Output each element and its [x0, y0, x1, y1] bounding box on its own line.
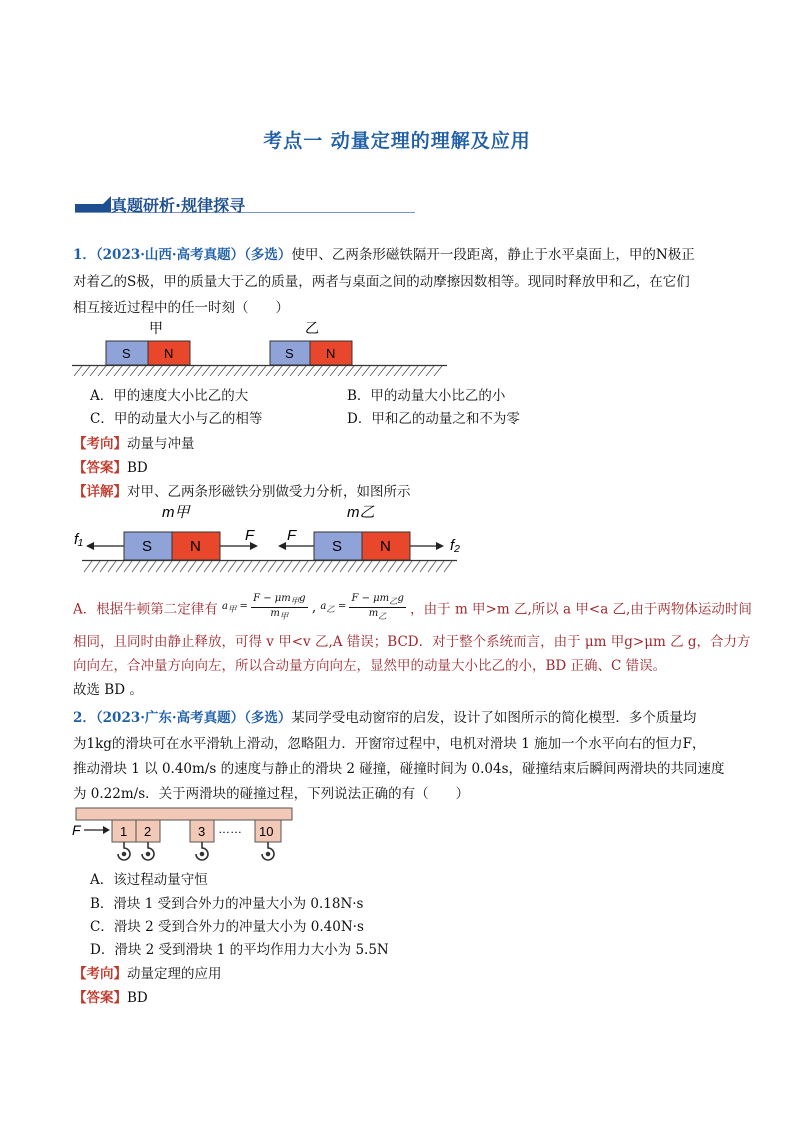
block-dots: ……	[218, 822, 242, 836]
q1-magnet-figure	[72, 318, 452, 380]
q2-option-d: D．滑块 2 受到滑块 1 的平均作用力大小为 5.5N	[90, 942, 389, 958]
answer-text: BD	[127, 460, 148, 476]
fig2-pole-s-1: S	[142, 538, 153, 555]
q2-kaoxiang-text: 动量定理的应用	[127, 966, 222, 982]
answer-tag: 【答案】	[73, 460, 127, 476]
q1-source: （2023·山西·高考真题）	[95, 247, 245, 263]
q2-option-c: C．滑块 2 受到合外力的冲量大小为 0.40N·s	[90, 919, 364, 935]
pole-n-2: N	[326, 346, 336, 361]
rail	[76, 808, 292, 820]
q1-text-2: 对着乙的S极，甲的质量大于乙的质量，两者与桌面之间的动摩擦因数相等。现同时释放甲和乙，在它们	[73, 274, 690, 290]
q2-line1	[73, 706, 723, 730]
q2-text-2: 为1kg的滑块可在水平滑轨上滑动，忽略阻力．开窗帘过程中，电机对滑块 1 施加一个水平向右的恒力F，	[73, 736, 706, 752]
q1-option-b: B．甲的动量大小比乙的小	[347, 388, 506, 404]
q2-option-a: A．该过程动量守恒	[90, 872, 208, 888]
kaoxiang-text: 动量与冲量	[127, 436, 195, 452]
fig2-F-left: F	[287, 527, 297, 544]
q1-answer	[73, 456, 723, 480]
q1-line1	[73, 243, 723, 267]
fig2-hatch	[84, 561, 452, 572]
q2-text-3: 推动滑块 1 以 0.40m/s 的速度与静止的滑块 2 碰撞，碰撞时间为 0.04s，碰撞结束后瞬间两滑块的共同速度	[73, 761, 725, 777]
explanation-line4: 故选 BD 。	[73, 682, 143, 698]
q2-answer-text: BD	[127, 990, 148, 1006]
q1-detail	[73, 480, 723, 504]
q2-number: 2．	[73, 710, 96, 726]
page-title: 考点一 动量定理的理解及应用	[263, 130, 531, 152]
block-2-label: 2	[144, 824, 152, 839]
hooks	[118, 842, 274, 860]
q1-kaoxiang	[73, 432, 723, 456]
table-hatch	[74, 366, 442, 376]
kaoxiang-tag: 【考向】	[73, 436, 127, 452]
q2-source: （2023·广东·高考真题）	[95, 710, 245, 726]
formula-a-jia: $a_甲$ = $F - \mu m_甲g$ $m_甲$	[222, 593, 306, 621]
fig-label-yi: 乙	[305, 320, 319, 336]
fig-label-jia: 甲	[149, 320, 163, 336]
q1-number: 1．	[73, 247, 96, 263]
q2-kaoxiang-tag: 【考向】	[73, 966, 127, 982]
detail-text: 对甲、乙两条形磁铁分别做受力分析，如图所示	[127, 484, 411, 500]
q2-curtain-figure	[72, 806, 297, 866]
q1-force-figure	[72, 502, 467, 580]
block-1-label: 1	[120, 824, 128, 839]
pole-n-1: N	[164, 346, 174, 361]
q2-option-b: B．滑块 1 受到合外力的冲量大小为 0.18N·s	[90, 896, 364, 912]
q1-text-1: 使甲、乙两条形磁铁隔开一段距离，静止于水平桌面上，甲的N极正	[291, 247, 695, 263]
fig2-F-right: F	[245, 527, 255, 544]
section-title: 真题研析·规律探寻	[111, 196, 246, 215]
explanation-line3: 向向左，合冲量方向向左，所以合动量方向向左，显然甲的动量大小比乙的小，BD 正确、C 错误。	[73, 658, 667, 674]
exp-line1-a: A．根据牛顿第二定律有	[73, 601, 218, 618]
explanation-line1: A．根据牛顿第二定律有 $a_甲$ = $F - \mu m_甲g$ $m_甲$ , $a_乙$ = $F - \mu m_乙g$ $m_乙$ ，由于 m 甲>m 乙,所以 a 甲<a 乙,由于两物体运动时间	[73, 593, 752, 621]
formula-a-yi: $a_乙$ = $F - \mu m_乙g$ $m_乙$	[320, 593, 404, 621]
q2-text-4: 为 0.22m/s．关于两滑块的碰撞过程，下列说法正确的有（ ）	[73, 786, 470, 802]
q2-type: （多选）	[244, 710, 292, 726]
block-3-label: 3	[198, 824, 206, 839]
q2-answer-tag: 【答案】	[73, 990, 127, 1006]
fig2-pole-s-2: S	[332, 538, 343, 555]
fig2-m2: m乙	[347, 504, 375, 521]
q1-option-c: C．甲的动量大小与乙的相等	[90, 411, 263, 427]
exp-line1-b: ，由于 m 甲>m 乙,所以 a 甲<a 乙,由于两物体运动时间	[410, 601, 752, 618]
section-header	[75, 192, 420, 216]
fig2-m1: m甲	[162, 504, 190, 521]
explanation-line2: 相同，且同时由静止释放，可得 v 甲<v 乙,A 错误；BCD．对于整个系统而言，由于 μm 甲g>μm 乙 g，合力方	[73, 634, 751, 650]
fig2-f1: f₁	[74, 531, 83, 548]
q1-type: （多选）	[244, 247, 292, 263]
q2-fig-F: F	[72, 822, 81, 838]
q1-text-3: 相互接近过程中的任一时刻（ ）	[73, 300, 289, 316]
detail-tag: 【详解】	[73, 484, 127, 500]
q2-answer	[73, 986, 723, 1010]
q1-option-d: D．甲和乙的动量之和不为零	[347, 411, 520, 427]
q2-kaoxiang	[73, 962, 723, 986]
pole-s-2: S	[285, 346, 294, 361]
fig2-f2: f₂	[450, 537, 460, 554]
pole-s-1: S	[122, 346, 131, 361]
q2-text-1: 某同学受电动窗帘的启发，设计了如图所示的简化模型．多个质量均	[291, 710, 697, 726]
block-10-label: 10	[259, 824, 274, 839]
fig2-pole-n-1: N	[190, 538, 201, 555]
fig2-pole-n-2: N	[380, 538, 391, 555]
q1-option-a: A．甲的速度大小比乙的大	[90, 388, 249, 404]
